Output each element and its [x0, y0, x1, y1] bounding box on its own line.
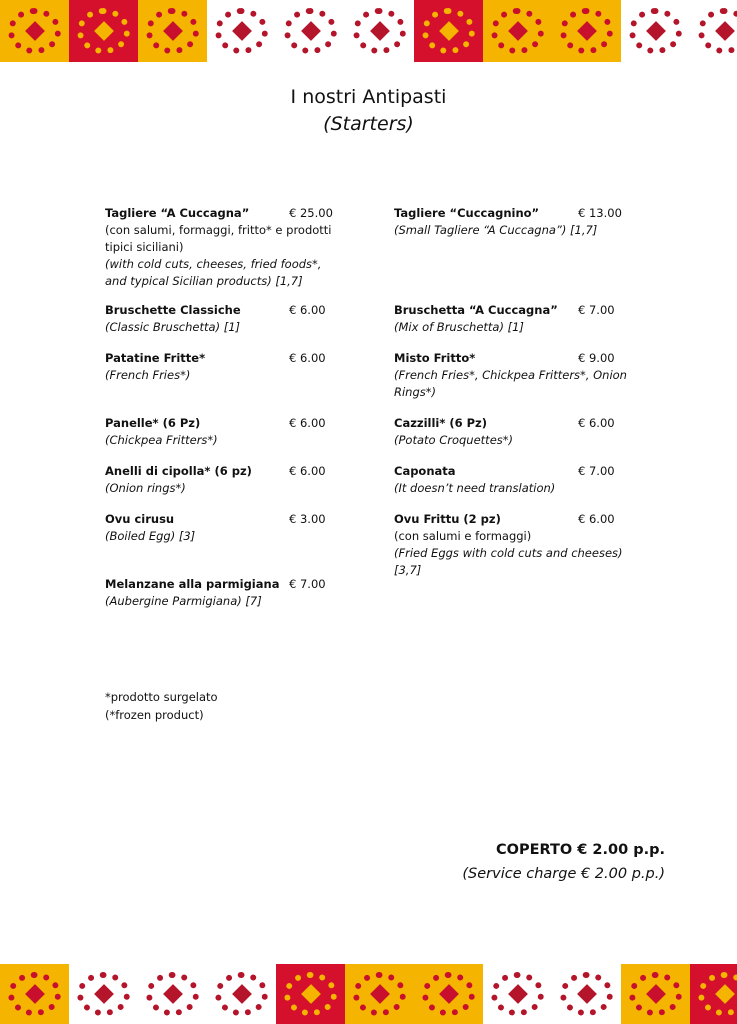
ornament-tile — [69, 964, 138, 1024]
menu-item — [105, 205, 345, 290]
ornament-tile — [414, 0, 483, 62]
ornament-tile — [207, 0, 276, 62]
item-name: Bruschetta “A Cuccagna” — [394, 303, 558, 317]
menu-item — [105, 463, 345, 497]
ornament-tile — [621, 964, 690, 1024]
item-name: Anelli di cipolla* (6 pz) — [105, 464, 252, 478]
service-charge — [462, 838, 665, 886]
item-name: Patatine Fritte* — [105, 351, 206, 365]
item-translation: (Chickpea Fritters*) — [105, 433, 218, 447]
item-price: € 7.00 — [289, 577, 326, 591]
menu-item — [105, 415, 345, 449]
ornament-tile — [552, 964, 621, 1024]
ornament-tile — [552, 0, 621, 62]
menu-item — [105, 302, 345, 336]
ornament-tile — [621, 0, 690, 62]
item-price: € 9.00 — [578, 351, 615, 365]
ornament-tile — [483, 964, 552, 1024]
item-name: Panelle* (6 Pz) — [105, 416, 201, 430]
menu-item — [105, 350, 345, 384]
ornament-tile — [207, 964, 276, 1024]
ornament-tile — [690, 0, 737, 62]
item-translation: (It doesn’t need translation) — [394, 481, 556, 495]
menu-item — [105, 576, 345, 610]
menu-item — [394, 302, 634, 336]
item-price: € 6.00 — [289, 416, 326, 430]
item-translation: (Onion rings*) — [105, 481, 186, 495]
item-price: € 6.00 — [289, 351, 326, 365]
item-name: Tagliere “Cuccagnino” — [394, 206, 540, 220]
item-description: (con salumi e formaggi) — [394, 529, 532, 543]
item-name: Ovu cirusu — [105, 512, 175, 526]
item-translation: (Mix of Bruschetta) [1] — [394, 320, 524, 334]
note-english: (*frozen product) — [105, 708, 204, 722]
item-translation: (Potato Croquettes*) — [394, 433, 513, 447]
ornament-tile — [69, 0, 138, 62]
item-price: € 6.00 — [578, 512, 615, 526]
decorative-tile-border-top — [0, 0, 737, 62]
item-translation: (French Fries*) — [105, 368, 191, 382]
item-translation: (Small Tagliere “A Cuccagna”) [1,7] — [394, 223, 598, 237]
item-translation: (with cold cuts, cheeses, fried foods*, and typical Sicilian products) [1,7] — [105, 257, 322, 288]
ornament-tile — [0, 964, 69, 1024]
item-name: Misto Fritto* — [394, 351, 476, 365]
ornament-tile — [138, 0, 207, 62]
item-name: Caponata — [394, 464, 456, 478]
item-name: Tagliere “A Cuccagna” — [105, 206, 250, 220]
item-price: € 6.00 — [578, 416, 615, 430]
item-price: € 6.00 — [289, 464, 326, 478]
item-price: € 7.00 — [578, 303, 615, 317]
item-price: € 3.00 — [289, 512, 326, 526]
item-description: (con salumi, formaggi, fritto* e prodotti tipici siciliani) — [105, 223, 332, 254]
frozen-note — [105, 688, 218, 724]
title-italian: I nostri Antipasti — [290, 86, 447, 108]
menu-item — [105, 511, 345, 545]
item-translation: (French Fries*, Chickpea Fritters*, Onion Rings*) — [394, 368, 627, 399]
ornament-tile — [345, 964, 414, 1024]
item-name: Bruschette Classiche — [105, 303, 241, 317]
item-price: € 7.00 — [578, 464, 615, 478]
decorative-tile-border-bottom — [0, 964, 737, 1024]
menu-item — [394, 350, 634, 401]
ornament-tile — [276, 964, 345, 1024]
item-price: € 6.00 — [289, 303, 326, 317]
ornament-tile — [414, 964, 483, 1024]
item-translation: (Classic Bruschetta) [1] — [105, 320, 240, 334]
menu-item — [394, 511, 634, 579]
page-title — [0, 84, 737, 138]
item-price: € 25.00 — [289, 206, 333, 220]
item-price: € 13.00 — [578, 206, 622, 220]
menu-item — [394, 205, 634, 239]
item-translation: (Aubergine Parmigiana) [7] — [105, 594, 262, 608]
item-name: Melanzane alla parmigiana — [105, 577, 280, 591]
ornament-tile — [138, 964, 207, 1024]
item-name: Ovu Frittu (2 pz) — [394, 512, 501, 526]
ornament-tile — [483, 0, 552, 62]
coperto-english: (Service charge € 2.00 p.p.) — [462, 866, 665, 882]
coperto-italian: COPERTO € 2.00 p.p. — [495, 842, 665, 858]
ornament-tile — [276, 0, 345, 62]
menu-item — [394, 463, 634, 497]
ornament-tile — [345, 0, 414, 62]
item-translation: (Boiled Egg) [3] — [105, 529, 196, 543]
item-translation: (Fried Eggs with cold cuts and cheeses) [3,7] — [394, 546, 623, 577]
ornament-tile — [690, 964, 737, 1024]
menu-item — [394, 415, 634, 449]
title-english: (Starters) — [323, 113, 414, 135]
note-italian: *prodotto surgelato — [105, 690, 218, 704]
ornament-tile — [0, 0, 69, 62]
item-name: Cazzilli* (6 Pz) — [394, 416, 488, 430]
